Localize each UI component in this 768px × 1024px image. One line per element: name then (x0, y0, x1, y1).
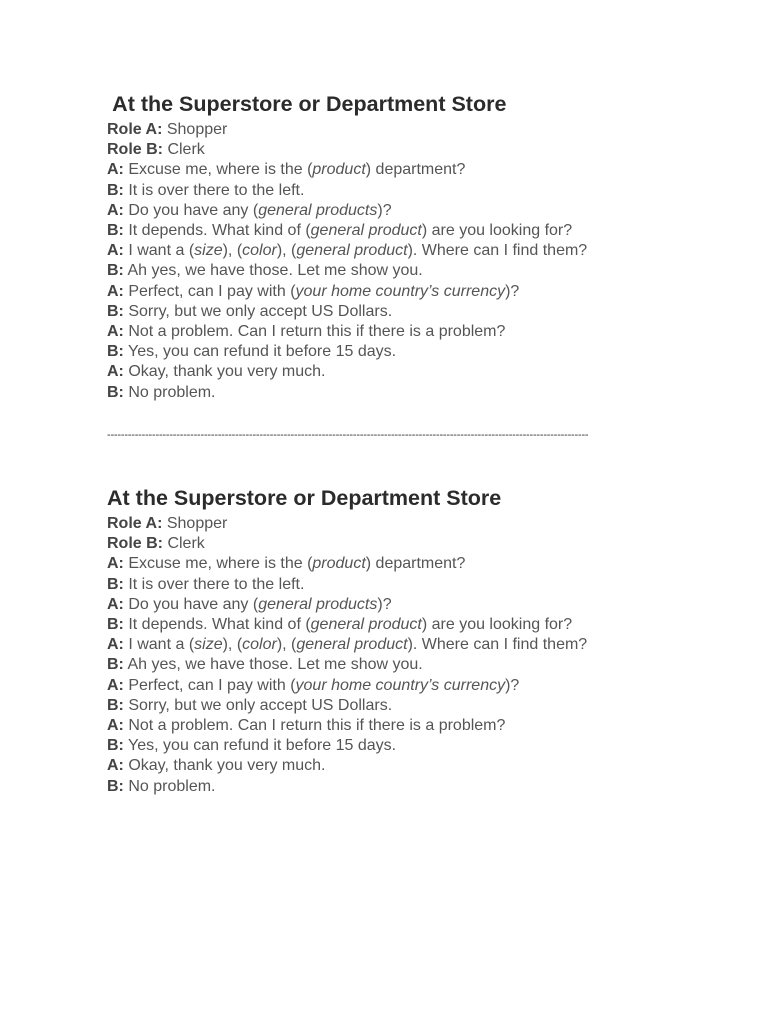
line-text: ) department? (365, 161, 466, 179)
dialogue-lines (107, 514, 667, 797)
placeholder-term: product (312, 161, 366, 179)
placeholder-term: general product (310, 222, 422, 240)
dialogue-line (107, 676, 667, 696)
line-text: Not a problem. Can I return this if there is a problem? (123, 323, 506, 341)
line-text: ) department? (365, 555, 466, 573)
speaker-label: B: (107, 575, 124, 593)
speaker-label: Role B: (107, 141, 163, 159)
dialogue-line (107, 160, 667, 180)
speaker-label: A: (107, 757, 124, 775)
dialogue-line (107, 322, 667, 342)
speaker-label: A: (107, 161, 124, 179)
speaker-label: B: (107, 737, 124, 755)
placeholder-term: your home country’s currency (295, 282, 506, 300)
line-text: Okay, thank you very much. (123, 757, 326, 775)
speaker-label: A: (107, 717, 124, 735)
line-text: )? (377, 595, 392, 613)
placeholder-term: color (242, 242, 277, 260)
line-text: Perfect, can I pay with ( (123, 676, 296, 694)
line-text: No problem. (123, 383, 216, 401)
dialogue-line (107, 221, 667, 241)
speaker-label: B: (107, 383, 124, 401)
speaker-label: A: (107, 676, 124, 694)
line-text: Yes, you can refund it before 15 days. (123, 343, 397, 361)
line-text: ) are you looking for? (421, 222, 573, 240)
speaker-label: A: (107, 201, 124, 219)
placeholder-term: general product (310, 616, 422, 634)
line-text: ) are you looking for? (421, 616, 573, 634)
line-text: Do you have any ( (123, 201, 259, 219)
dialogue-line (107, 736, 667, 756)
placeholder-term: product (312, 555, 366, 573)
speaker-label: A: (107, 323, 124, 341)
line-text: I want a ( (123, 636, 195, 654)
line-text: Ah yes, we have those. Let me show you. (123, 262, 423, 280)
section-title: At the Superstore or Department Store (107, 486, 502, 510)
section-title: At the Superstore or Department Store (107, 92, 507, 116)
line-text: Okay, thank you very much. (123, 363, 326, 381)
speaker-label: A: (107, 242, 124, 260)
line-text: )? (505, 676, 520, 694)
line-text: It is over there to the left. (123, 575, 305, 593)
placeholder-term: general product (296, 242, 408, 260)
line-text: Sorry, but we only accept US Dollars. (123, 696, 393, 714)
placeholder-term: color (242, 636, 277, 654)
speaker-label: A: (107, 636, 124, 654)
dialogue-section-1 (107, 90, 667, 403)
dialogue-line (107, 554, 667, 574)
speaker-label: B: (107, 656, 124, 674)
speaker-label: B: (107, 302, 124, 320)
placeholder-term: size (194, 636, 223, 654)
line-text: It depends. What kind of ( (123, 616, 311, 634)
placeholder-term: general product (296, 636, 408, 654)
dialogue-line (107, 261, 667, 281)
line-text: No problem. (123, 777, 216, 795)
line-text: Perfect, can I pay with ( (123, 282, 296, 300)
placeholder-term: general products (258, 595, 378, 613)
dialogue-line (107, 362, 667, 382)
line-text: )? (377, 201, 392, 219)
line-text: ), ( (276, 242, 297, 260)
dialogue-line (107, 514, 667, 534)
dialogue-line (107, 756, 667, 776)
speaker-label: B: (107, 696, 124, 714)
dialogue-line (107, 777, 667, 797)
dialogue-section-2 (107, 484, 667, 797)
line-text: Sorry, but we only accept US Dollars. (123, 302, 393, 320)
line-text: Shopper (162, 515, 228, 532)
speaker-label: B: (107, 181, 124, 199)
line-text: Not a problem. Can I return this if there is a problem? (123, 717, 506, 735)
dialogue-line (107, 140, 667, 160)
line-text: It depends. What kind of ( (123, 222, 311, 240)
line-text: ), ( (222, 636, 243, 654)
line-text: Clerk (163, 141, 205, 159)
line-text: Excuse me, where is the ( (123, 161, 313, 179)
line-text: ), ( (222, 242, 243, 260)
dialogue-line (107, 342, 667, 362)
line-text: Excuse me, where is the ( (123, 555, 313, 573)
dialogue-line (107, 383, 667, 403)
line-text: )? (505, 282, 520, 300)
line-text: ), ( (276, 636, 297, 654)
speaker-label: Role A: (107, 121, 163, 138)
dialogue-lines (107, 120, 667, 403)
dialogue-line (107, 575, 667, 595)
speaker-label: B: (107, 262, 124, 280)
line-text: Ah yes, we have those. Let me show you. (123, 656, 423, 674)
dialogue-line (107, 201, 667, 221)
dialogue-line (107, 615, 667, 635)
line-text: Do you have any ( (123, 595, 259, 613)
speaker-label: B: (107, 222, 124, 240)
dialogue-line (107, 241, 667, 261)
line-text: It is over there to the left. (123, 181, 305, 199)
dialogue-line (107, 635, 667, 655)
dialogue-line (107, 716, 667, 736)
dialogue-line (107, 282, 667, 302)
speaker-label: B: (107, 343, 124, 361)
speaker-label: B: (107, 616, 124, 634)
dialogue-line (107, 181, 667, 201)
dialogue-line (107, 534, 667, 554)
dashed-divider: ------------------------------------------------------------------------------------------------------------------------------------------- (107, 429, 589, 441)
speaker-label: A: (107, 595, 124, 613)
speaker-label: A: (107, 363, 124, 381)
placeholder-term: your home country’s currency (295, 676, 506, 694)
dialogue-line (107, 655, 667, 675)
dialogue-line (107, 302, 667, 322)
placeholder-term: size (194, 242, 223, 260)
speaker-label: A: (107, 555, 124, 573)
speaker-label: Role A: (107, 515, 163, 532)
line-text: ). Where can I find them? (407, 242, 588, 260)
line-text: ). Where can I find them? (407, 636, 588, 654)
placeholder-term: general products (258, 201, 378, 219)
speaker-label: B: (107, 777, 124, 795)
line-text: I want a ( (123, 242, 195, 260)
line-text: Yes, you can refund it before 15 days. (123, 737, 397, 755)
dialogue-line (107, 595, 667, 615)
line-text: Shopper (162, 121, 228, 138)
speaker-label: A: (107, 282, 124, 300)
speaker-label: Role B: (107, 535, 163, 553)
dialogue-line (107, 120, 667, 140)
line-text: Clerk (163, 535, 205, 553)
dialogue-line (107, 696, 667, 716)
